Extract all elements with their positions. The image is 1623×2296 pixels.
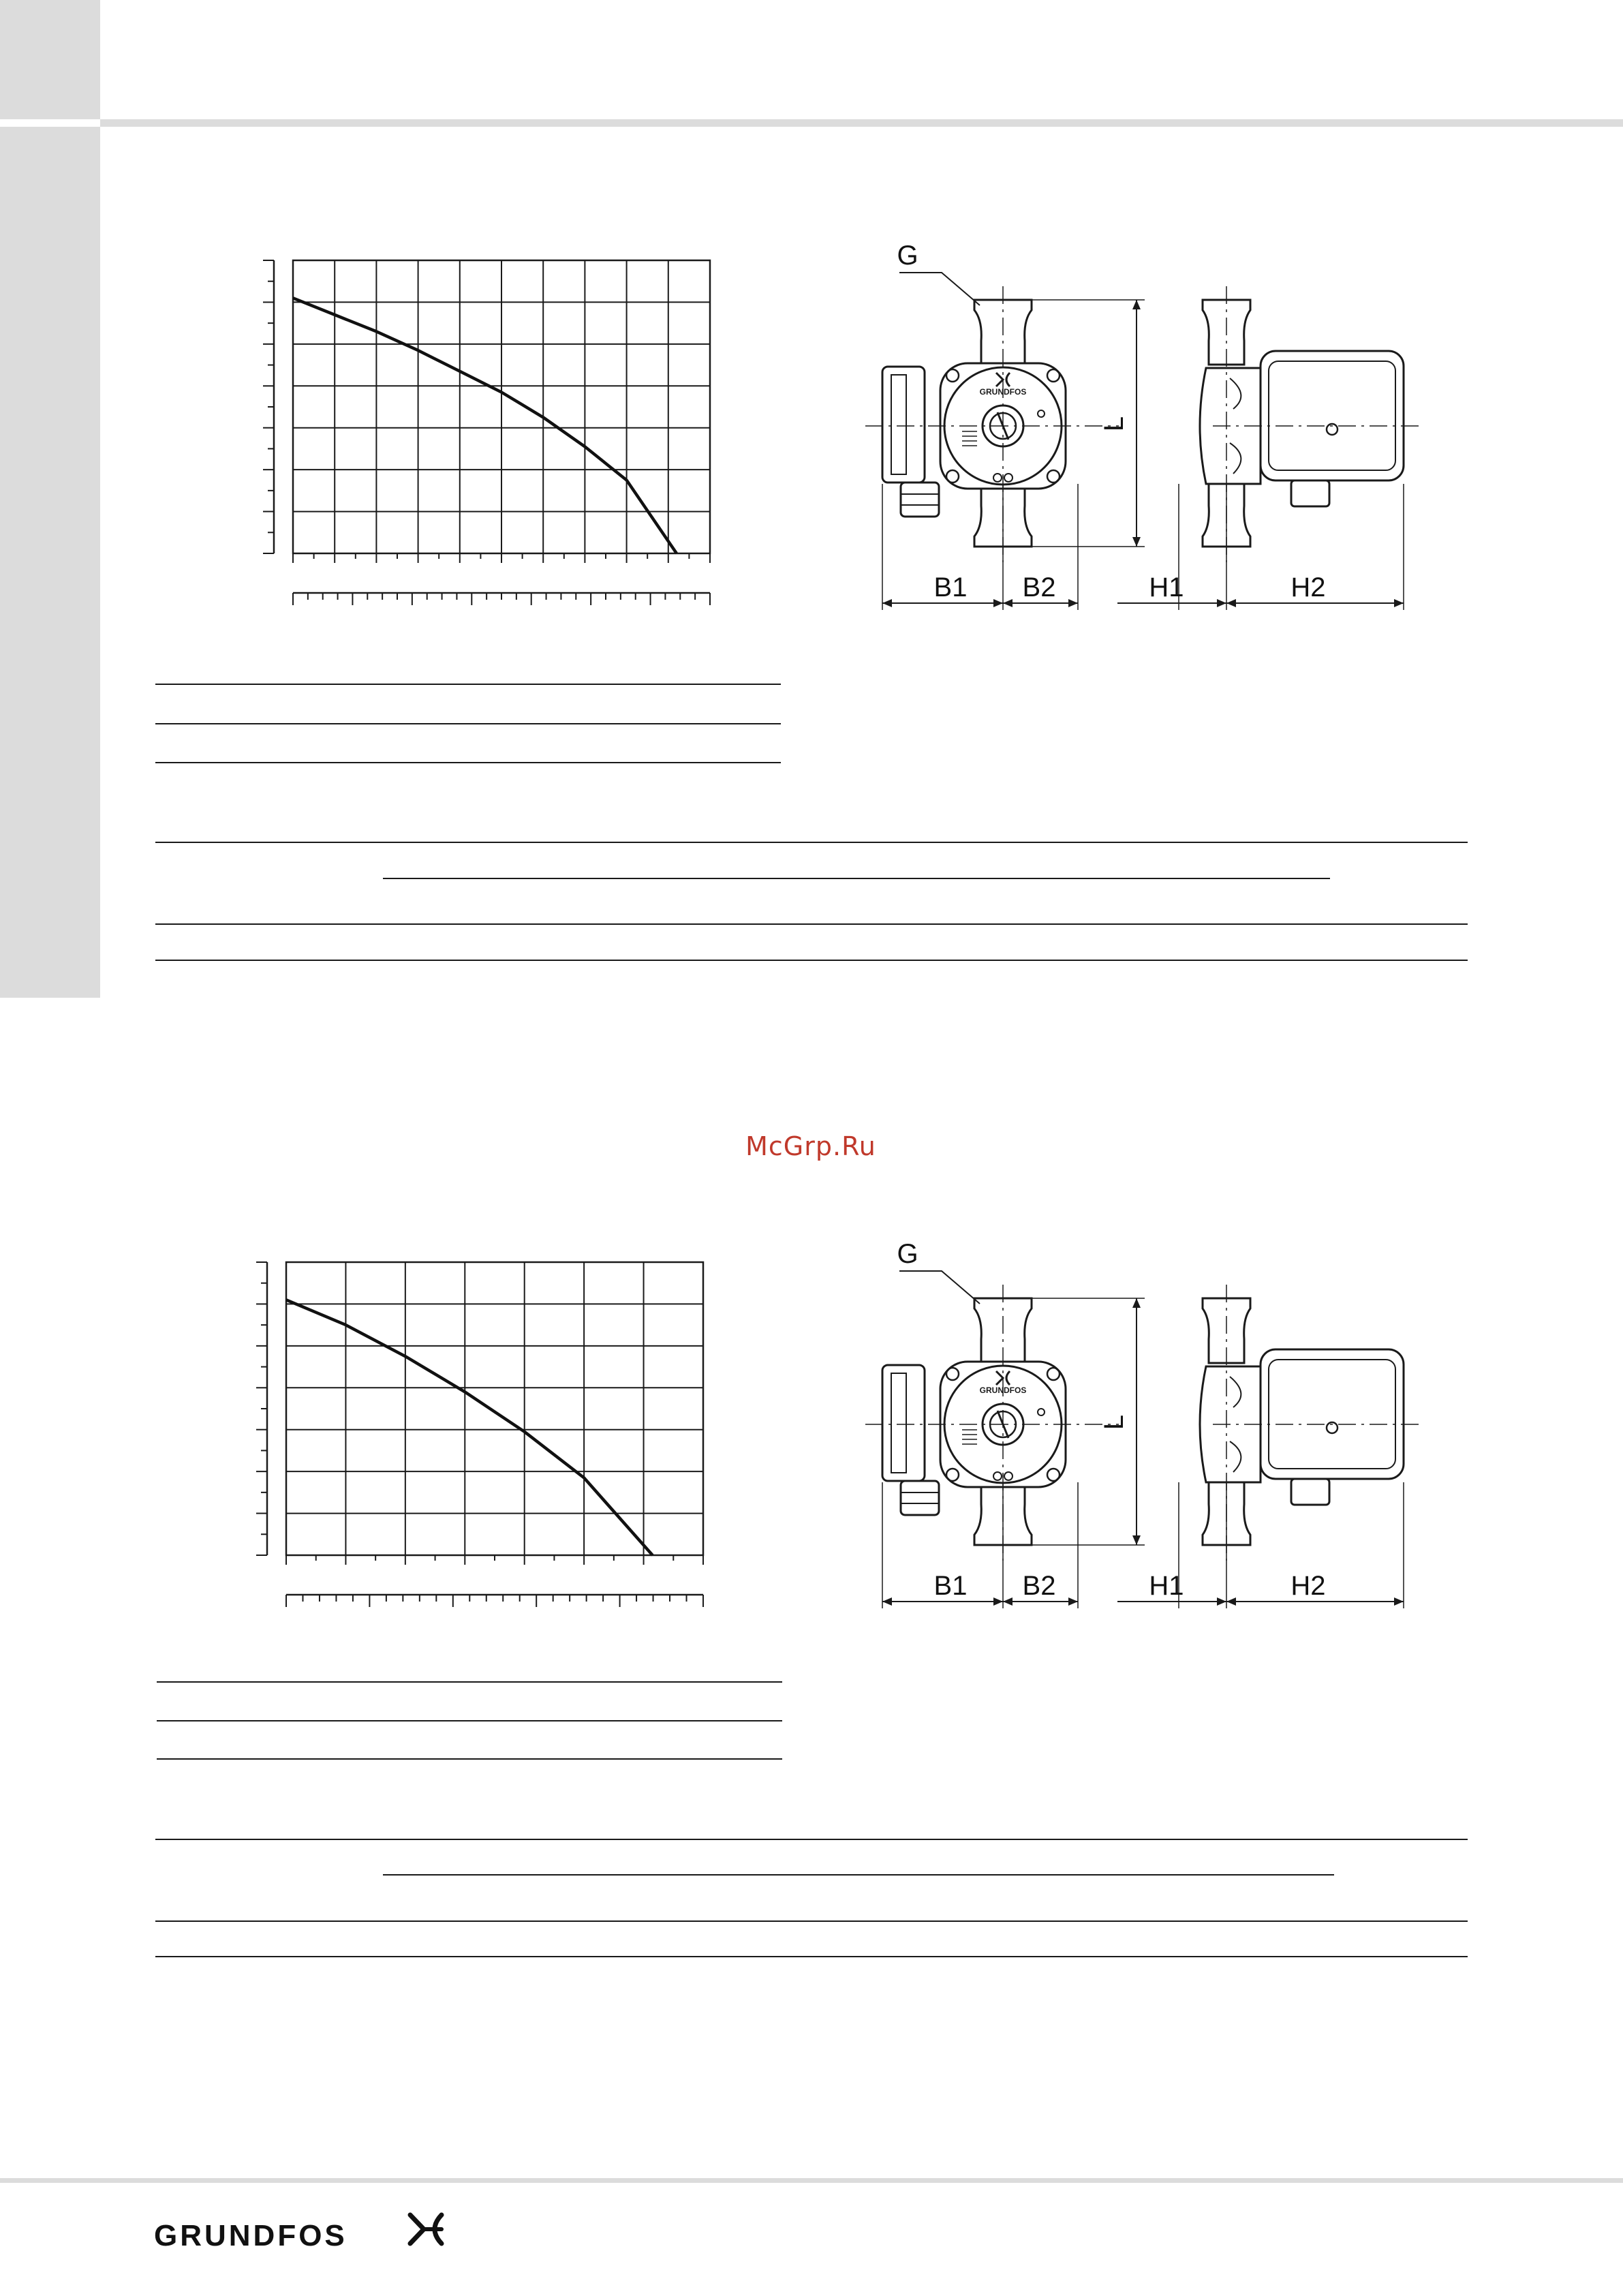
dimension-label-b2: B2 (1022, 1571, 1056, 1601)
table-rule (155, 684, 781, 685)
table-rule (155, 842, 1468, 843)
table-rule (155, 923, 1468, 925)
cable-gland (901, 1481, 939, 1515)
footer-rule (0, 2178, 1623, 2183)
dimension-label-b2: B2 (1022, 572, 1056, 602)
dimension-label-l: L (1099, 416, 1129, 432)
motor-body (1261, 351, 1404, 480)
dimension-arrow (1217, 1597, 1226, 1606)
dimension-arrow (1226, 599, 1236, 607)
dimension-arrow (1394, 1597, 1404, 1606)
grundfos-logo-text: GRUNDFOS (154, 2219, 347, 2252)
terminal-box (882, 1365, 925, 1481)
plot-frame (286, 1262, 703, 1555)
pump-side-view (1200, 286, 1424, 562)
dimension-arrow (1132, 300, 1141, 309)
terminal-box (882, 367, 925, 483)
table-rule (157, 1681, 782, 1683)
watermark: McGrp.Ru (745, 1131, 876, 1161)
header-rule (100, 119, 1623, 127)
dimension-label-h2: H2 (1290, 572, 1326, 602)
cable-gland (901, 483, 939, 517)
side-cable-gland (1291, 1479, 1329, 1505)
dimension-arrow (1068, 1597, 1078, 1606)
dimension-label-b1: B1 (933, 1571, 968, 1601)
dimension-arrow (882, 1597, 892, 1606)
dimension-arrow (1132, 1535, 1141, 1545)
dimension-arrow (1217, 599, 1226, 607)
table-rule (383, 878, 1330, 879)
dimension-label-h1: H1 (1149, 1571, 1184, 1601)
table-rule (383, 1874, 1334, 1876)
grundfos-x-icon (405, 2208, 447, 2250)
side-tab-top (0, 0, 100, 119)
table-rule (157, 1720, 782, 1721)
pump-front-view (865, 286, 1119, 562)
side-cable-gland (1291, 480, 1329, 506)
g-leader-line (899, 1271, 980, 1304)
performance-curve-chart-1 (218, 252, 722, 634)
dimension-arrow (1003, 1597, 1013, 1606)
performance-curve (286, 1300, 653, 1555)
performance-curve-chart-2 (211, 1254, 715, 1636)
motor-body (1261, 1349, 1404, 1479)
dimension-arrow (1003, 599, 1013, 607)
pump-front-view (865, 1285, 1119, 1561)
pump-dimension-drawing-2 (865, 1239, 1465, 1625)
dimension-arrow (993, 599, 1003, 607)
dimension-arrow (1132, 537, 1141, 547)
table-rule (155, 762, 781, 763)
dimension-arrow (882, 599, 892, 607)
dimension-label-b1: B1 (933, 572, 968, 602)
table-rule (155, 1839, 1468, 1840)
table-rule (155, 1956, 1468, 1957)
pump-logo-text: GRUNDFOS (979, 1386, 1027, 1395)
table-rule (155, 1920, 1468, 1922)
dimension-arrow (1226, 1597, 1236, 1606)
dimension-label-l: L (1099, 1414, 1129, 1430)
dimension-arrow (993, 1597, 1003, 1606)
side-tab (0, 127, 100, 998)
dimension-label-g: G (897, 1239, 918, 1269)
dimension-label-h2: H2 (1290, 1571, 1326, 1601)
table-rule (155, 723, 781, 724)
pump-dimension-drawing-1 (865, 241, 1465, 627)
performance-curve (293, 298, 677, 553)
table-rule (157, 1758, 782, 1760)
dimension-label-g: G (897, 241, 918, 271)
g-leader-line (899, 273, 980, 305)
table-rule (155, 960, 1468, 961)
dimension-label-h1: H1 (1149, 572, 1184, 602)
dimension-arrow (1068, 599, 1078, 607)
dimension-arrow (1394, 599, 1404, 607)
dimension-arrow (1132, 1298, 1141, 1308)
pump-logo-text: GRUNDFOS (979, 387, 1027, 397)
pump-side-view (1200, 1285, 1424, 1561)
